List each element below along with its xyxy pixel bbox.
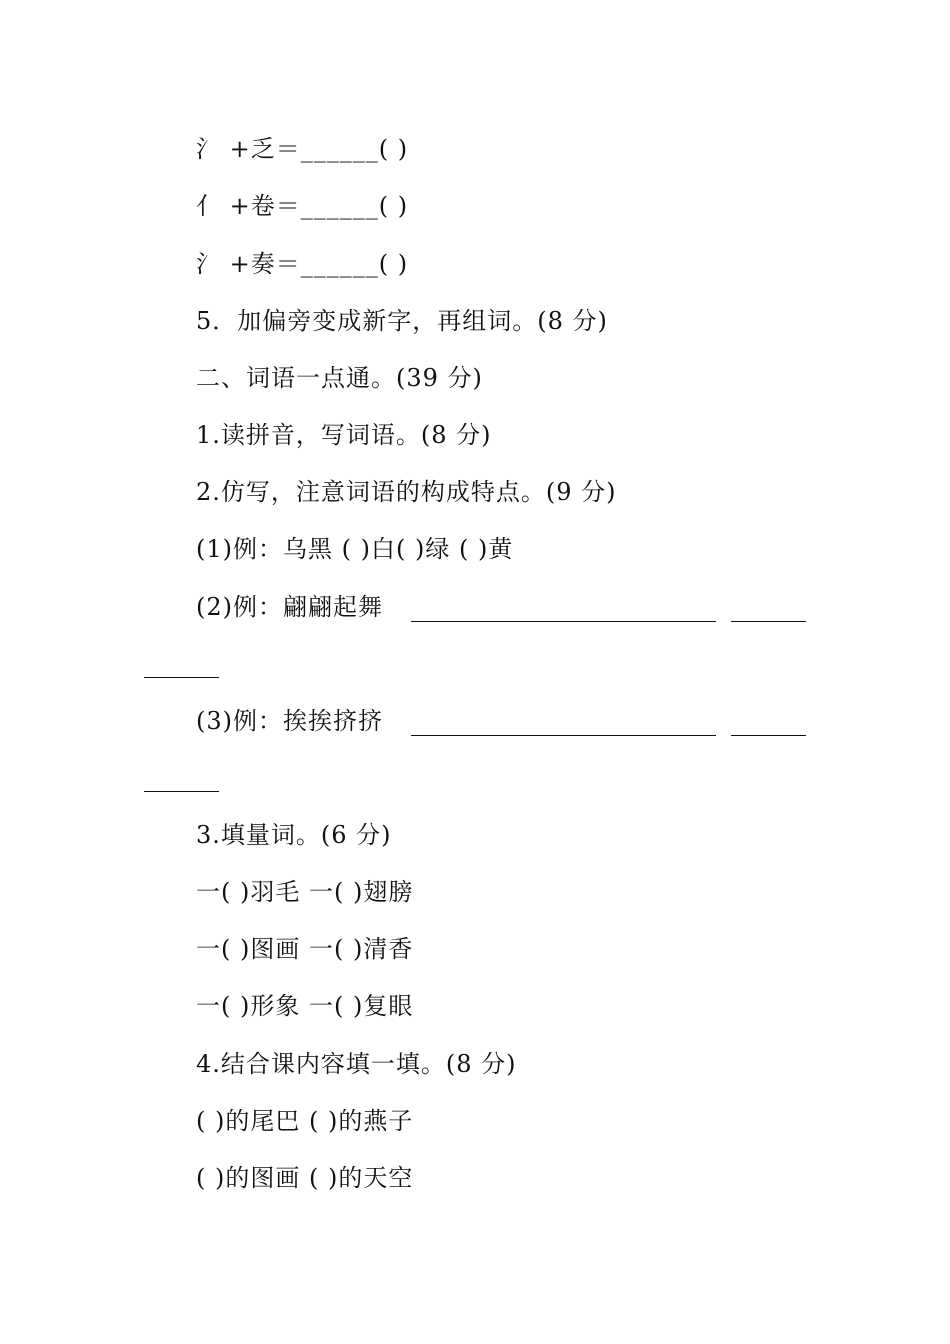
- measure-word-row-1: 一( )羽毛 一( )翅膀: [196, 878, 414, 906]
- answer-line: [144, 791, 219, 792]
- question-2-2: 2.仿写，注意词语的构成特点。(9 分): [196, 478, 617, 506]
- section-2-heading: 二、词语一点通。(39 分): [196, 364, 483, 392]
- question-2-3: 3.填量词。(6 分): [196, 821, 392, 849]
- answer-line: [411, 621, 716, 622]
- radical-line-3: 氵 +奏＝______( ): [196, 250, 409, 278]
- question-2-2-part-3: (3)例：挨挨挤挤: [196, 707, 383, 735]
- question-2-2-part-2: (2)例：翩翩起舞: [196, 593, 383, 621]
- radical-line-2: 亻 +卷＝______( ): [196, 192, 409, 220]
- question-2-1: 1.读拼音，写词语。(8 分): [196, 421, 492, 449]
- answer-line: [731, 735, 806, 736]
- question-2-4: 4.结合课内容填一填。(8 分): [196, 1050, 517, 1078]
- fill-row-2: ( )的图画 ( )的天空: [196, 1164, 414, 1192]
- answer-line: [144, 677, 219, 678]
- fill-row-1: ( )的尾巴 ( )的燕子: [196, 1107, 414, 1135]
- measure-word-row-2: 一( )图画 一( )清香: [196, 935, 414, 963]
- radical-line-1: 氵 +乏＝______( ): [196, 135, 409, 163]
- answer-line: [411, 735, 716, 736]
- question-5: 5．加偏旁变成新字，再组词。(8 分): [196, 307, 608, 335]
- question-2-2-part-1: (1)例：乌黑 ( )白( )绿 ( )黄: [196, 535, 514, 563]
- measure-word-row-3: 一( )形象 一( )复眼: [196, 992, 414, 1020]
- answer-line: [731, 621, 806, 622]
